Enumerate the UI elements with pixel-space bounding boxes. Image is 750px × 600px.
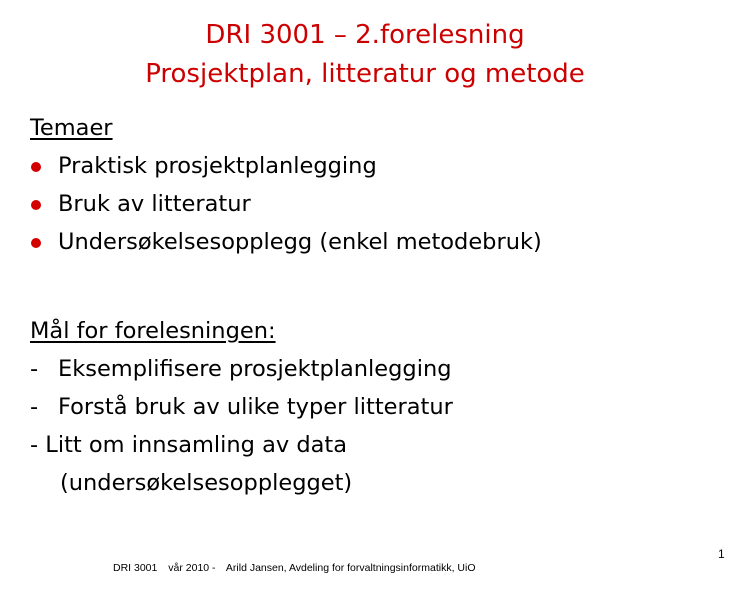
bullet-icon [31, 200, 41, 210]
topic-item-label: Bruk av litteratur [58, 191, 251, 217]
dash-marker: - [30, 394, 39, 420]
footer-author: Arild Jansen, Avdeling for forvaltningsinformatikk, UiO [225, 562, 476, 574]
dash-marker: - [30, 432, 39, 458]
topic-item [30, 147, 542, 185]
topics-section [30, 109, 542, 261]
topic-item-label: Praktisk prosjektplanlegging [58, 153, 377, 179]
topic-item [30, 223, 542, 261]
goals-section [30, 312, 453, 502]
dash-marker: - [30, 356, 39, 382]
page-number: 1 [718, 547, 725, 561]
slide-footer [113, 561, 484, 575]
bullet-icon [31, 162, 41, 172]
slide-title: DRI 3001 – 2.forelesning [205, 20, 525, 50]
slide-subtitle: Prosjektplan, litteratur og metode [145, 59, 585, 89]
topic-item [30, 185, 542, 223]
goal-item [30, 388, 453, 426]
goal-item-continuation: (undersøkelsesopplegget) [60, 470, 353, 496]
goal-item-label: Forstå bruk av ulike typer litteratur [58, 394, 453, 420]
topics-heading: Temaer [30, 115, 113, 141]
goal-item [30, 350, 453, 388]
goal-item [30, 426, 453, 464]
bullet-icon [31, 238, 41, 248]
goal-item-label: Eksemplifisere prosjektplanlegging [58, 356, 452, 382]
goal-item-label: Litt om innsamling av data [45, 432, 348, 458]
footer-term: vår 2010 - [168, 562, 216, 574]
goals-heading: Mål for forelesningen: [30, 318, 276, 344]
footer-course: DRI 3001 [113, 562, 158, 574]
topic-item-label: Undersøkelsesopplegg (enkel metodebruk) [58, 229, 542, 255]
